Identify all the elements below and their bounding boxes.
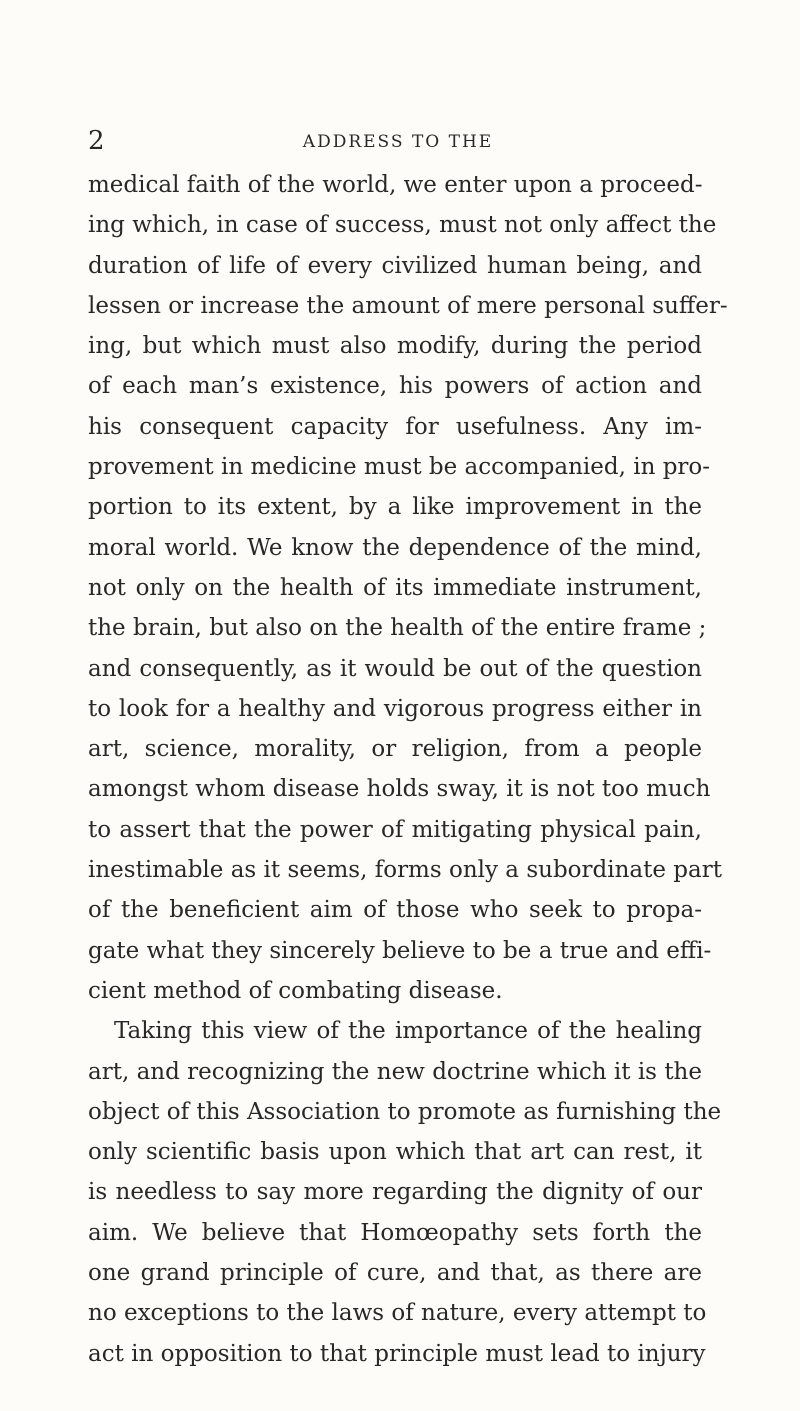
body-text <box>88 165 728 1374</box>
text-line: ing which, in case of success, must not only affect the <box>88 212 717 239</box>
text-line: art, and recognizing the new doctrine which it is the <box>88 1058 702 1085</box>
text-line: is needless to say more regarding the dignity of our <box>88 1179 702 1206</box>
running-head-title: ADDRESS TO THE <box>302 132 494 152</box>
text-line: to assert that the power of mitigating physical pain, <box>88 816 702 843</box>
text-line: his consequent capacity for usefulness. Any im- <box>88 413 702 440</box>
text-line: ing, but which must also modify, during the period <box>88 333 702 360</box>
text-line: aim. We believe that Homœopathy sets forth the <box>88 1219 702 1246</box>
text-line: gate what they sincerely believe to be a true and effi- <box>88 937 712 964</box>
paragraph-start-line: Taking this view of the importance of the healing <box>114 1018 702 1045</box>
paragraph-end-line: cient method of combating disease. <box>88 977 503 1004</box>
text-line: no exceptions to the laws of nature, every attempt to <box>88 1300 707 1327</box>
text-line: of the beneficient aim of those who seek to propa- <box>88 897 702 924</box>
text-line: of each man’s existence, his powers of action and <box>88 373 702 400</box>
text-line: medical faith of the world, we enter upon a proceed- <box>88 172 703 198</box>
text-line: provement in medicine must be accompanied, in pro- <box>88 454 711 481</box>
text-line: only scientific basis upon which that art can rest, it <box>88 1139 702 1166</box>
text-line: lessen or increase the amount of mere personal suffer- <box>88 292 728 319</box>
text-line: moral world. We know the dependence of the mind, <box>88 534 702 561</box>
running-head <box>88 126 708 156</box>
text-line: and consequently, as it would be out of the question <box>88 655 702 682</box>
text-line: the brain, but also on the health of the entire frame ; <box>88 615 707 642</box>
text-line: one grand principle of cure, and that, as there are <box>88 1260 702 1287</box>
text-line: art, science, morality, or religion, from a people <box>88 736 702 763</box>
text-line: duration of life of every civilized human being, and <box>88 252 702 279</box>
text-line: not only on the health of its immediate instrument, <box>88 574 702 601</box>
text-line: object of this Association to promote as furnishing the <box>88 1098 722 1125</box>
text-line: to look for a healthy and vigorous progress either in <box>88 695 702 722</box>
text-line: amongst whom disease holds sway, it is not too much <box>88 776 711 803</box>
text-line: act in opposition to that principle must lead to injury <box>88 1340 706 1367</box>
text-line: inestimable as it seems, forms only a subordinate part <box>88 857 722 884</box>
page-number: 2 <box>88 126 105 156</box>
text-line: portion to its extent, by a like improvement in the <box>88 494 702 521</box>
